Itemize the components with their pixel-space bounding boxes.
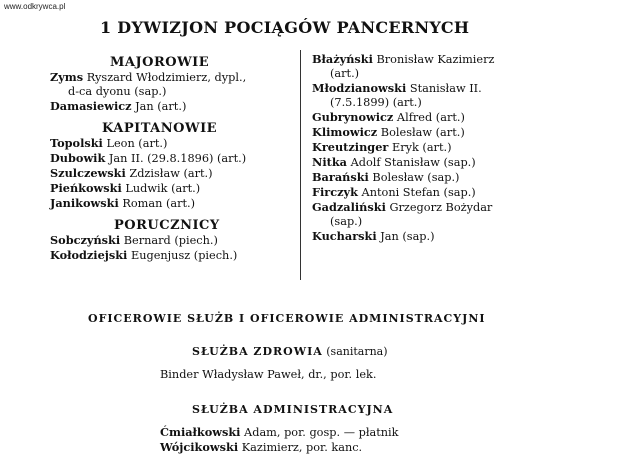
section-heading-sluzby: OFICEROWIE SŁUŻB I OFICEROWIE ADMINISTRACYJNI [88,312,486,325]
column-divider [300,50,301,280]
heading-majorowie: MAJOROWIE [110,55,210,70]
list-item: Zyms Ryszard Włodzimierz, dypl., [50,70,247,84]
list-item: Wójcikowski Kazimierz, por. kanc. [160,440,363,454]
heading-sluzba-zdrowia: SŁUŻBA ZDROWIA (sanitarna) [192,345,388,358]
list-item: Janikowski Roman (art.) [50,196,196,210]
list-item-cont: d-ca dyonu (sap.) [68,85,167,98]
list-item: Topolski Leon (art.) [50,136,168,150]
heading-porucznicy: PORUCZNICY [114,218,220,233]
page-title: 1 DYWIZJON POCIĄGÓW PANCERNYCH [100,18,470,37]
list-item: Nitka Adolf Stanisław (sap.) [312,155,476,169]
list-item: Barański Bolesław (sap.) [312,170,460,184]
list-item: Sobczyński Bernard (piech.) [50,233,218,247]
list-item: Pieńkowski Ludwik (art.) [50,181,201,195]
list-item: Młodzianowski Stanisław II. [312,81,482,95]
list-item: Ćmiałkowski Adam, por. gosp. — płatnik [160,425,399,439]
list-item: Szulczewski Zdzisław (art.) [50,166,213,180]
list-item: Kołodziejski Eugenjusz (piech.) [50,248,238,262]
list-item: Błażyński Bronisław Kazimierz [312,52,495,66]
list-item: Damasiewicz Jan (art.) [50,99,187,113]
list-item: Klimowicz Bolesław (art.) [312,125,465,139]
right-column [312,52,494,244]
list-item: Firczyk Antoni Stefan (sap.) [312,185,476,199]
list-item: Dubowik Jan II. (29.8.1896) (art.) [50,151,247,165]
list-item-cont: (art.) [330,67,360,80]
list-item: Kucharski Jan (sap.) [312,229,435,243]
list-item: Binder Władysław Paweł, dr., por. lek. [160,368,377,381]
list-item-cont: (7.5.1899) (art.) [330,96,422,109]
watermark: www.odkrywca.pl [4,2,66,11]
heading-kapitanowie: KAPITANOWIE [102,121,218,136]
heading-sluzba-administracyjna: SŁUŻBA ADMINISTRACYJNA [192,403,394,416]
list-item: Gadzaliński Grzegorz Bożydar [312,200,493,214]
list-item-cont: (sap.) [330,215,363,228]
list-item: Kreutzinger Eryk (art.) [312,140,452,154]
list-item: Gubrynowicz Alfred (art.) [312,110,465,124]
left-column [50,55,246,263]
